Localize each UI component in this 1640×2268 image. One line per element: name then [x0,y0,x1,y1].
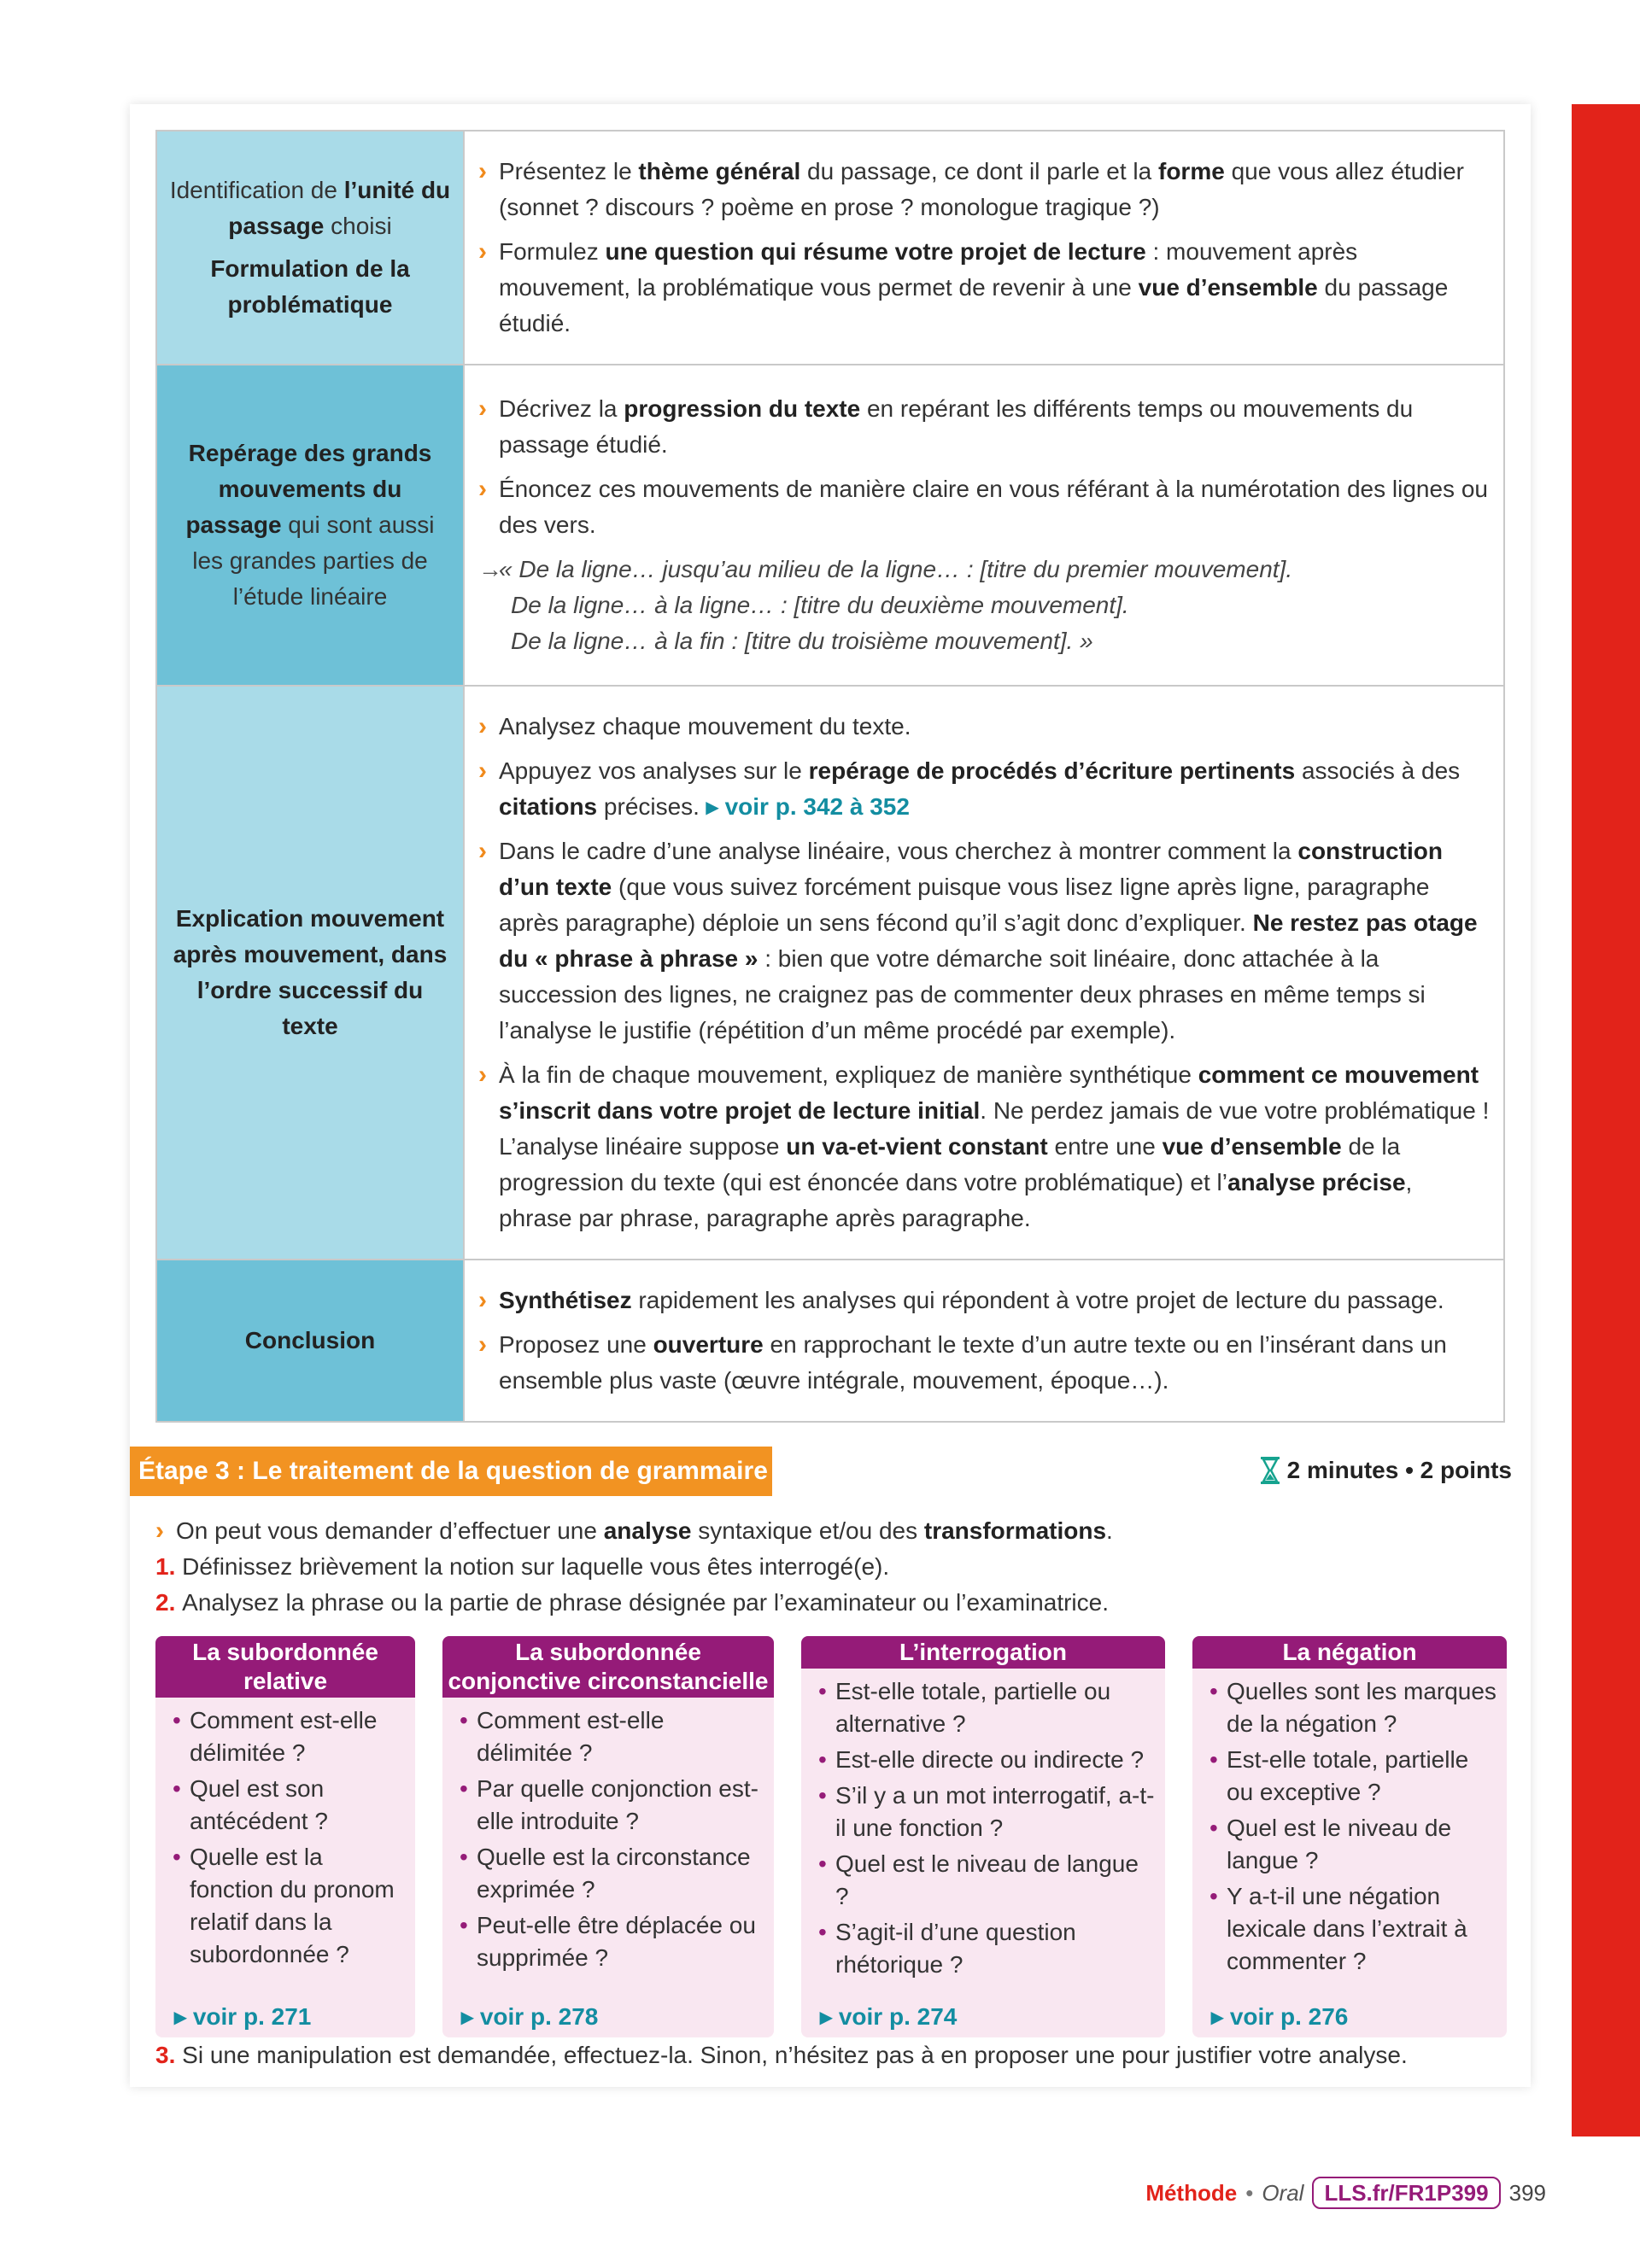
example-line: « De la ligne… jusqu’au milieu de la ligne… : [titre du premier mouvement]. [499,556,1293,582]
box-title: La négation [1192,1636,1507,1669]
text-span: Analysez chaque mouvement du texte. [499,713,911,739]
question-item: • S’il y a un mot interrogatif, a-t-il une fonction ? [818,1780,1157,1844]
footer-link[interactable]: LLS.fr/FR1P399 [1312,2177,1500,2209]
bold-text: transformations [923,1517,1107,1544]
bold-text: Formulation de la problématique [210,255,410,318]
bold-text: ouverture [653,1331,764,1358]
text-span: en repérant les différents temps ou mouvements du passage étudié. [499,395,1414,458]
bold-text: Repérage des grands mouvements du passage [185,440,432,538]
bold-text: une question qui résume votre projet de lecture [605,238,1146,265]
text-span: . Ne perdez jamais de vue votre problématique ! L’analyse linéaire suppose [499,1097,1490,1160]
step-3-number: 3. [155,2042,176,2068]
question-item: • Comment est-elle délimitée ? [460,1704,765,1769]
text-span: On peut vous demander d’effectuer une [176,1517,604,1544]
table-row [157,685,1503,1259]
chevron-icon: › [155,1517,164,1545]
text-span: : mouvement après mouvement, la problématique vous permet de revenir à une [499,238,1358,301]
step-number: 1. [155,1553,183,1580]
question-item: • Est-elle totale, partielle ou alternative ? [818,1675,1157,1740]
bold-text: Synthétisez [499,1287,632,1313]
row-label [157,365,463,685]
row-label [157,687,463,1259]
voir-link[interactable]: ▸ voir p. 342 à 352 [706,793,910,820]
row-label-text [245,1323,375,1359]
question-item: • Quel est le niveau de langue ? [1210,1812,1498,1877]
row-label-text [167,172,453,244]
step-3-text: Si une manipulation est demandée, effectuez-la. Sinon, n’hésitez pas à en proposer une pour justifier votre analyse. [182,2042,1408,2068]
bold-text: Conclusion [244,1327,376,1353]
text-span: , phrase par phrase, paragraphe après paragraphe. [499,1169,1413,1231]
footer-oral: Oral [1262,2179,1304,2206]
voir-link[interactable]: ▸ voir p. 278 [461,2003,599,2030]
etape-title: Étape 3 : Le traitement de la question de grammaire [130,1447,772,1496]
voir-link[interactable]: ▸ voir p. 271 [174,2003,312,2030]
bold-text: repérage de procédés d’écriture pertinents [808,757,1296,784]
bold-text: comment ce mouvement s’inscrit dans votre projet de lecture initial [499,1061,1479,1124]
footer-methode: Méthode [1145,2179,1238,2206]
question-item: • Quelle est la fonction du pronom relatif dans la subordonnée ? [173,1841,407,1971]
text-span: Énoncez ces mouvements de manière claire en vous référant à la numérotation des lignes ou des vers. [499,476,1488,538]
bullet-point [478,1283,1491,1318]
question-item: • Comment est-elle délimitée ? [173,1704,407,1769]
bullet-point [478,154,1491,225]
question-list [442,1698,774,1974]
voir-link[interactable]: ▸ voir p. 276 [1211,2003,1349,2030]
bullet-point [478,709,1491,745]
timer [1256,1452,1512,1489]
row-label-text [167,901,453,1044]
page-number: 399 [1508,2179,1546,2206]
question-item: • Est-elle directe ou indirecte ? [818,1744,1157,1776]
example-line: De la ligne… à la ligne… : [titre du deuxième mouvement]. [511,592,1129,618]
intro-line [155,1513,1505,1549]
text-span: Identification de [169,177,344,203]
chevron-icon: › [478,757,487,785]
text-span: Dans le cadre d’une analyse linéaire, vous cherchez à montrer comment la [499,838,1298,864]
question-item: • Quelles sont les marques de la négation ? [1210,1675,1498,1740]
bold-text: thème général [638,158,801,184]
text-span: associés à des [1295,757,1461,784]
intro-line [155,1585,1505,1621]
bold-text: vue d’ensemble [1138,274,1318,301]
text-span: choisi [324,213,392,239]
bullet-point [478,1057,1491,1236]
bullet-point [478,833,1491,1049]
arrow-icon: → [478,556,502,582]
bold-text: forme [1158,158,1225,184]
box-subordonnee-relative [155,1636,415,2037]
chevron-icon: › [478,157,487,185]
text-span: du passage étudié. [499,274,1449,336]
text-span: . [1106,1517,1113,1544]
table-row [157,1259,1503,1421]
chevron-icon: › [478,237,487,266]
text-span: Présentez le [499,158,639,184]
example-line: De la ligne… à la fin : [titre du troisième mouvement]. » [511,628,1093,654]
text-span: Analysez la phrase ou la partie de phrase désignée par l’examinateur ou l’examinatrice. [182,1589,1109,1616]
bold-text: vue d’ensemble [1162,1133,1342,1160]
chevron-icon: › [478,712,487,740]
hourglass-icon [1260,1456,1280,1485]
bold-text: Explication mouvement après mouvement, dans l’ordre successif du texte [173,905,448,1039]
step-3 [155,2037,1522,2073]
footer-dot: • [1245,2179,1254,2206]
text-span: (que vous suivez forcément puisque vous lisez ligne après ligne, paragraphe après paragraphe) déploie un sens fécond qu’il s’agit donc d’expliquer. [499,874,1430,936]
bold-text: l’unité du passage [228,177,451,239]
table-row [157,132,1503,364]
chevron-icon: › [478,1061,487,1089]
row-label [157,132,463,364]
bullet-point [478,234,1491,342]
row-content [463,132,1503,364]
bold-text: analyse [603,1517,692,1544]
box-subordonnee-conjonctive [442,1636,774,2037]
box-title: La subordonnée relative [155,1636,415,1698]
question-item: • Peut-elle être déplacée ou supprimée ? [460,1909,765,1974]
question-item: • Y a-t-il une négation lexicale dans l’extrait à commenter ? [1210,1880,1498,1978]
text-span: de la progression du texte (qui est énoncée dans votre problématique) et l’ [499,1133,1401,1195]
text-span: Décrivez la [499,395,624,422]
text-span: Définissez brièvement la notion sur laquelle vous êtes interrogé(e). [182,1553,890,1580]
question-list [155,1698,415,1971]
text-span: Appuyez vos analyses sur le [499,757,809,784]
bold-text: Ne restez pas otage du « phrase à phrase » [499,909,1478,972]
chevron-icon: › [478,475,487,503]
question-item: • Quelle est la circonstance exprimée ? [460,1841,765,1906]
bullet-point [478,753,1491,825]
bold-text: construction d’un texte [499,838,1443,900]
question-item: • Quel est le niveau de langue ? [818,1848,1157,1913]
question-list [1192,1669,1507,1978]
edge-color-bar [1572,104,1640,2136]
bullet-point [478,552,1491,659]
box-interrogation [801,1636,1165,2037]
bullet-point [478,471,1491,543]
text-span: syntaxique et/ou des [691,1517,924,1544]
chevron-icon: › [478,395,487,423]
row-label-text [167,251,453,323]
text-span: Proposez une [499,1331,653,1358]
question-item: • Par quelle conjonction est-elle introduite ? [460,1773,765,1838]
chevron-icon: › [478,837,487,865]
question-list [801,1669,1165,1981]
bold-text: progression du texte [624,395,861,422]
grammar-intro [155,1513,1505,1621]
box-title: La subordonnée conjonctive circonstancielle [442,1636,774,1698]
question-item: • S’agit-il d’une question rhétorique ? [818,1916,1157,1981]
box-title: L’interrogation [801,1636,1165,1669]
row-content [463,365,1503,685]
voir-link[interactable]: ▸ voir p. 274 [820,2003,958,2030]
text-span: : bien que votre démarche soit linéaire, donc attachée à la succession des lignes, ne craignez pas de commenter deux phrases en même temps si l’analyse le justifie (répétition d’un même procédé par exemple). [499,945,1426,1043]
row-content [463,1260,1503,1421]
text-span: en rapprochant le texte d’un autre texte ou en l’insérant dans un ensemble plus vaste (œuvre intégrale, mouvement, époque…). [499,1331,1447,1394]
text-span: Formulez [499,238,606,265]
intro-line [155,1549,1505,1585]
text-span: du passage, ce dont il parle et la [800,158,1158,184]
text-span: précises. [597,793,706,820]
text-span: entre une [1047,1133,1163,1160]
question-item: • Est-elle totale, partielle ou exceptive ? [1210,1744,1498,1809]
bold-text: analyse précise [1227,1169,1406,1195]
row-content [463,687,1503,1259]
bullet-point [478,391,1491,463]
bullet-point [478,1327,1491,1399]
box-negation [1192,1636,1507,2037]
text-span: que vous allez étudier (sonnet ? discours ? poème en prose ? monologue tragique ?) [499,158,1464,220]
question-item: • Quel est son antécédent ? [173,1773,407,1838]
bold-text: un va-et-vient constant [786,1133,1048,1160]
row-label [157,1260,463,1421]
text-span: rapidement les analyses qui répondent à votre projet de lecture du passage. [631,1287,1444,1313]
table-row [157,364,1503,685]
bold-text: citations [499,793,598,820]
method-table [155,130,1505,1423]
row-label-text [167,435,453,615]
text-span: qui sont aussi les grandes parties de l’étude linéaire [192,511,435,610]
step-number: 2. [155,1589,183,1616]
chevron-icon: › [478,1286,487,1314]
timer-text: 2 minutes • 2 points [1286,1457,1512,1483]
chevron-icon: › [478,1330,487,1359]
page-footer [1136,2174,1546,2212]
text-span: À la fin de chaque mouvement, expliquez de manière synthétique [499,1061,1198,1088]
